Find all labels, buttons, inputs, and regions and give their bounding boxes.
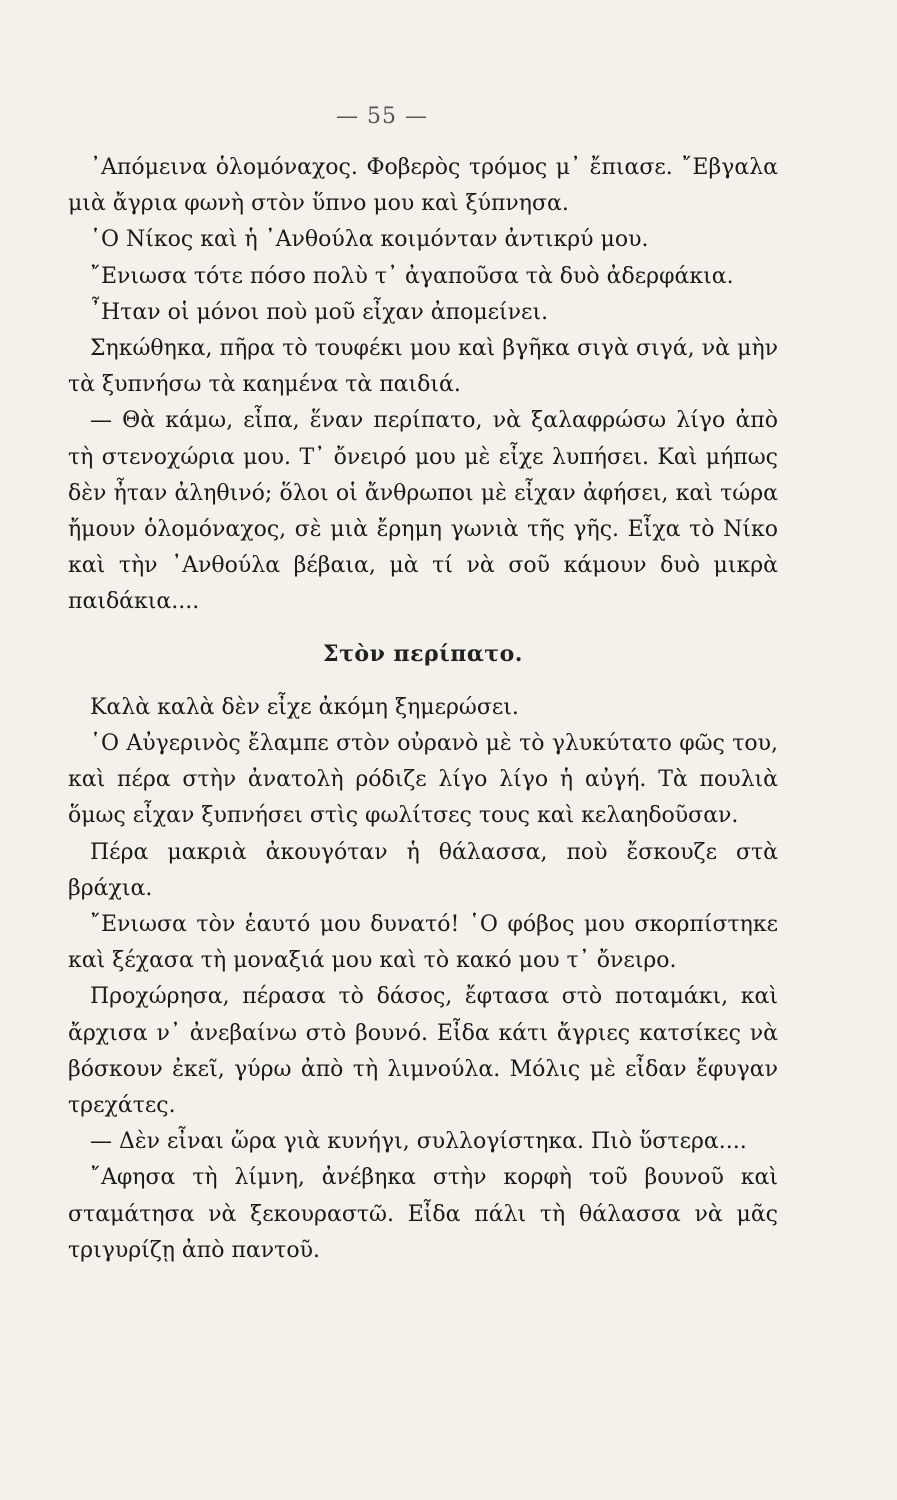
paragraph: ῏Ηταν οἱ μόνοι ποὺ μοῦ εἶχαν ἀπομείνει. bbox=[90, 299, 549, 325]
page-text bbox=[68, 150, 778, 1269]
paragraph: ῾Ο Αὐγερινὸς ἔλαμπε στὸν οὐρανὸ μὲ τὸ γλυκύτατο φῶς του, καὶ πέρα στὴν ἀνατολὴ ρόδιζε λίγο λίγο ἡ αὐγή. Τὰ πουλιὰ ὅμως εἶχαν ξυπνήσει στὶς φωλίτσες τους καὶ κελαηδοῦσαν. bbox=[68, 731, 778, 829]
paragraph: Σηκώθηκα, πῆρα τὸ τουφέκι μου καὶ βγῆκα σιγὰ σιγά, νὰ μὴν τὰ ξυπνήσω τὰ καημένα τὰ παιδιά. bbox=[68, 336, 778, 398]
paragraph: — Δὲν εἶναι ὥρα γιὰ κυνήγι, συλλογίστηκα. Πιὸ ὕστερα.... bbox=[90, 1129, 747, 1155]
paragraph: ῎Ενιωσα τὸν ἑαυτό μου δυνατό! ῾Ο φόβος μου σκορπίστηκε καὶ ξέχασα τὴ μοναξιά μου καὶ τὸ κακό μου τ᾿ ὄνειρο. bbox=[68, 912, 778, 974]
paragraph: ᾿Απόμεινα ὁλομόναχος. Φοβερὸς τρόμος μ᾿ ἔπιασε. ῎Εβγαλα μιὰ ἄγρια φωνὴ στὸν ὕπνο μου καὶ ξύπνησα. bbox=[68, 155, 778, 217]
paragraph: — Θὰ κάμω, εἶπα, ἕναν περίπατο, νὰ ξαλαφρώσω λίγο ἀπὸ τὴ στενοχώρια μου. Τ᾿ ὄνειρό μου μὲ εἶχε λυπήσει. Καὶ μήπως δὲν ἦταν ἀληθινό; ὅλοι οἱ ἄνθρωποι μὲ εἶχαν ἀφήσει, καὶ τώρα ἤμουν ὁλομόναχος, σὲ μιὰ ἔρημη γωνιὰ τῆς γῆς. Εἶχα τὸ Νίκο καὶ τὴν ᾿Ανθούλα βέβαια, μὰ τί νὰ σοῦ κάμουν δυὸ μικρὰ παιδάκια.... bbox=[68, 408, 778, 615]
section-heading: Στὸν περίπατο. bbox=[323, 640, 523, 667]
paragraph: Πέρα μακριὰ ἀκουγόταν ἡ θάλασσα, ποὺ ἔσκουζε στὰ βράχια. bbox=[68, 839, 778, 901]
paragraph: Καλὰ καλὰ δὲν εἶχε ἀκόμη ξημερώσει. bbox=[90, 694, 519, 720]
paragraph: ῎Αφησα τὴ λίμνη, ἀνέβηκα στὴν κορφὴ τοῦ βουνοῦ καὶ σταμάτησα νὰ ξεκουραστῶ. Εἶδα πάλι τὴ θάλασσα νὰ μᾶς τριγυρίζῃ ἀπὸ παντοῦ. bbox=[68, 1165, 778, 1263]
paragraph: Προχώρησα, πέρασα τὸ δάσος, ἔφτασα στὸ ποταμάκι, καὶ ἄρχισα ν᾿ ἀνεβαίνω στὸ βουνό. Εἶδα κάτι ἄγριες κατσίκες νὰ βόσκουν ἐκεῖ, γύρω ἀπὸ τὴ λιμνούλα. Μόλις μὲ εἶδαν ἔφυγαν τρεχάτες. bbox=[68, 984, 778, 1119]
page-number: — 55 — bbox=[336, 104, 428, 129]
paragraph: ῎Ενιωσα τότε πόσο πολὺ τ᾿ ἀγαποῦσα τὰ δυὸ ἀδερφάκια. bbox=[90, 263, 734, 289]
paragraph: ῾Ο Νίκος καὶ ἡ ᾿Ανθούλα κοιμόνταν ἀντικρύ μου. bbox=[90, 227, 649, 253]
